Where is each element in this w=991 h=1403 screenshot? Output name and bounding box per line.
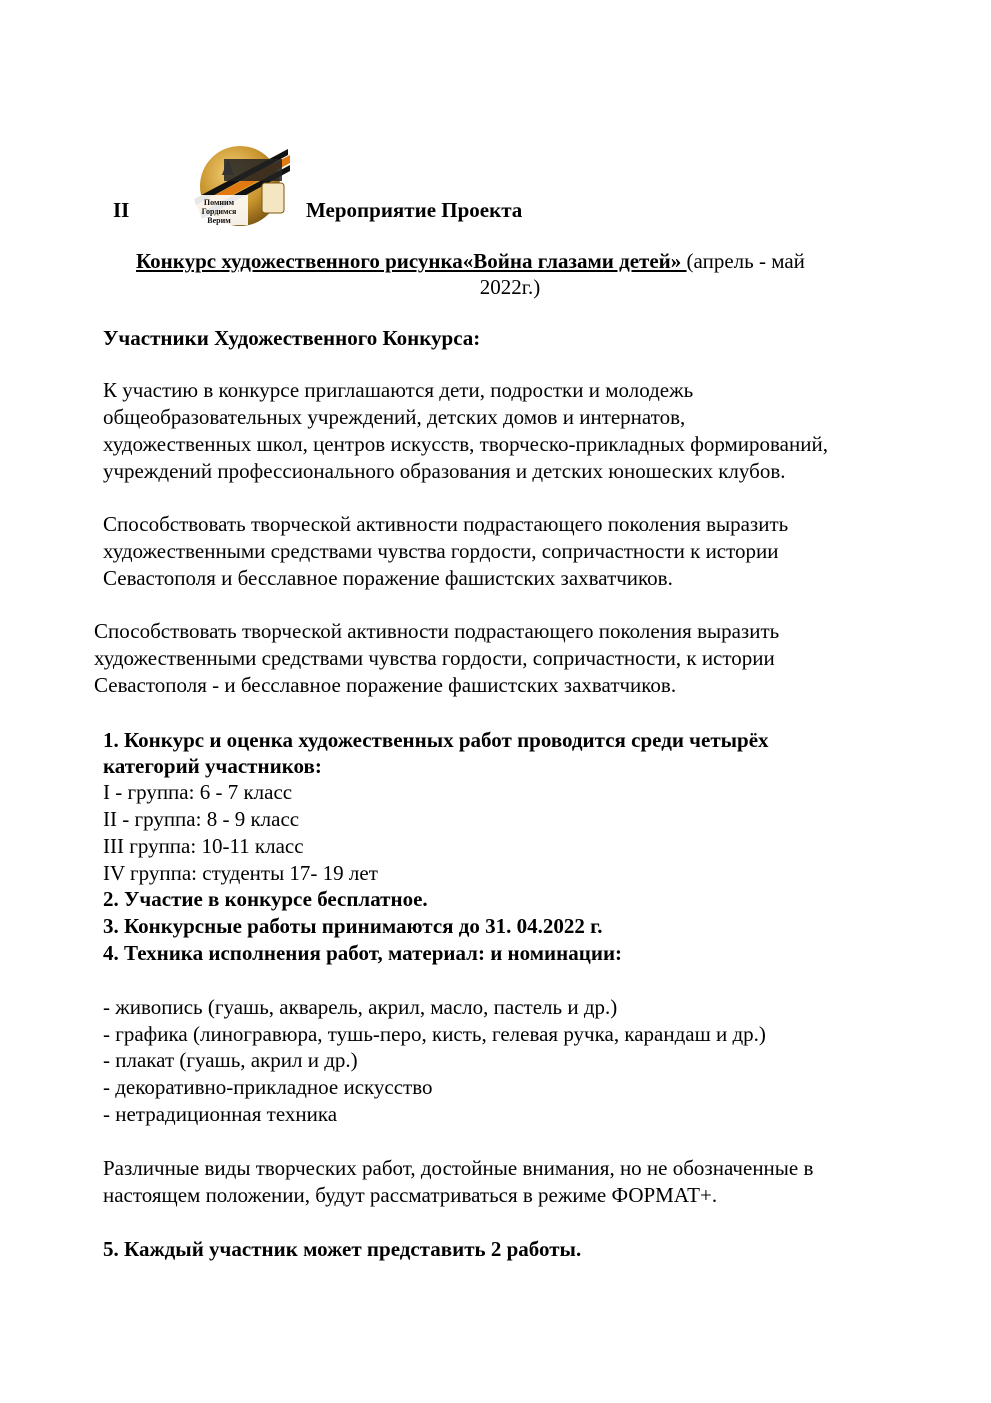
- contest-title-main: Конкурс художественного рисунка«Война глазами детей»: [136, 249, 687, 273]
- logo-word-2: Гордимся: [201, 207, 237, 216]
- item-2: 2. Участие в конкурсе бесплатное.: [103, 887, 428, 911]
- logo-word-1: Помним: [203, 198, 235, 207]
- event-heading: Мероприятие Проекта: [306, 198, 523, 222]
- logo-word-3: Верим: [207, 216, 231, 225]
- paragraph-line: Севастополя и бесславное поражение фашистских захватчиков.: [103, 566, 673, 590]
- paragraph-line: учреждений профессионального образования и детских юношеских клубов.: [103, 459, 786, 483]
- paragraph-line: художественными средствами чувства гордости, сопричастности, к истории: [94, 646, 775, 670]
- technique-item: - нетрадиционная техника: [103, 1102, 338, 1126]
- technique-item: - плакат (гуашь, акрил и др.): [103, 1048, 358, 1072]
- participants-heading: Участники Художественного Конкурса:: [103, 326, 481, 350]
- contest-year: 2022г.): [479, 275, 541, 299]
- paragraph-line: настоящем положении, будут рассматриваться в режиме ФОРМАТ+.: [103, 1183, 718, 1207]
- item-4: 4. Техника исполнения работ, материал: и номинации:: [103, 941, 623, 965]
- project-logo: [186, 143, 294, 229]
- paragraph-line: художественных школ, центров искусств, творческо-прикладных формирований,: [103, 432, 828, 456]
- group-item: I - группа: 6 - 7 класс: [103, 780, 293, 804]
- item-5: 5. Каждый участник может представить 2 работы.: [103, 1237, 582, 1261]
- technique-item: - графика (линогравюра, тушь-перо, кисть, гелевая ручка, карандаш и др.): [103, 1022, 766, 1046]
- paragraph-line: Севастополя - и бесславное поражение фашистских захватчиков.: [94, 673, 677, 697]
- paragraph-line: художественными средствами чувства гордости, сопричастности к истории: [103, 539, 779, 563]
- group-item: III группа: 10-11 класс: [103, 834, 304, 858]
- technique-item: - живопись (гуашь, акварель, акрил, масло, пастель и др.): [103, 995, 618, 1019]
- technique-item: - декоративно-прикладное искусство: [103, 1075, 433, 1099]
- contest-title: [136, 248, 805, 275]
- paragraph-line: общеобразовательных учреждений, детских домов и интернатов,: [103, 405, 686, 429]
- roman-numeral: II: [113, 198, 130, 222]
- paragraph-line: К участию в конкурсе приглашаются дети, подростки и молодежь: [103, 378, 694, 402]
- group-item: IV группа: студенты 17- 19 лет: [103, 861, 378, 885]
- contest-dates: (апрель - май: [686, 249, 805, 273]
- group-item: II - группа: 8 - 9 класс: [103, 807, 300, 831]
- paragraph-line: Способствовать творческой активности подрастающего поколения выразить: [103, 512, 789, 536]
- item-1-continued: категорий участников:: [103, 754, 322, 778]
- item-3: 3. Конкурсные работы принимаются до 31. 04.2022 г.: [103, 914, 603, 938]
- item-1: 1. Конкурс и оценка художественных работ проводится среди четырёх: [103, 728, 769, 752]
- paragraph-line: Различные виды творческих работ, достойные внимания, но не обозначенные в: [103, 1156, 814, 1180]
- paragraph-line: Способствовать творческой активности подрастающего поколения выразить: [94, 619, 780, 643]
